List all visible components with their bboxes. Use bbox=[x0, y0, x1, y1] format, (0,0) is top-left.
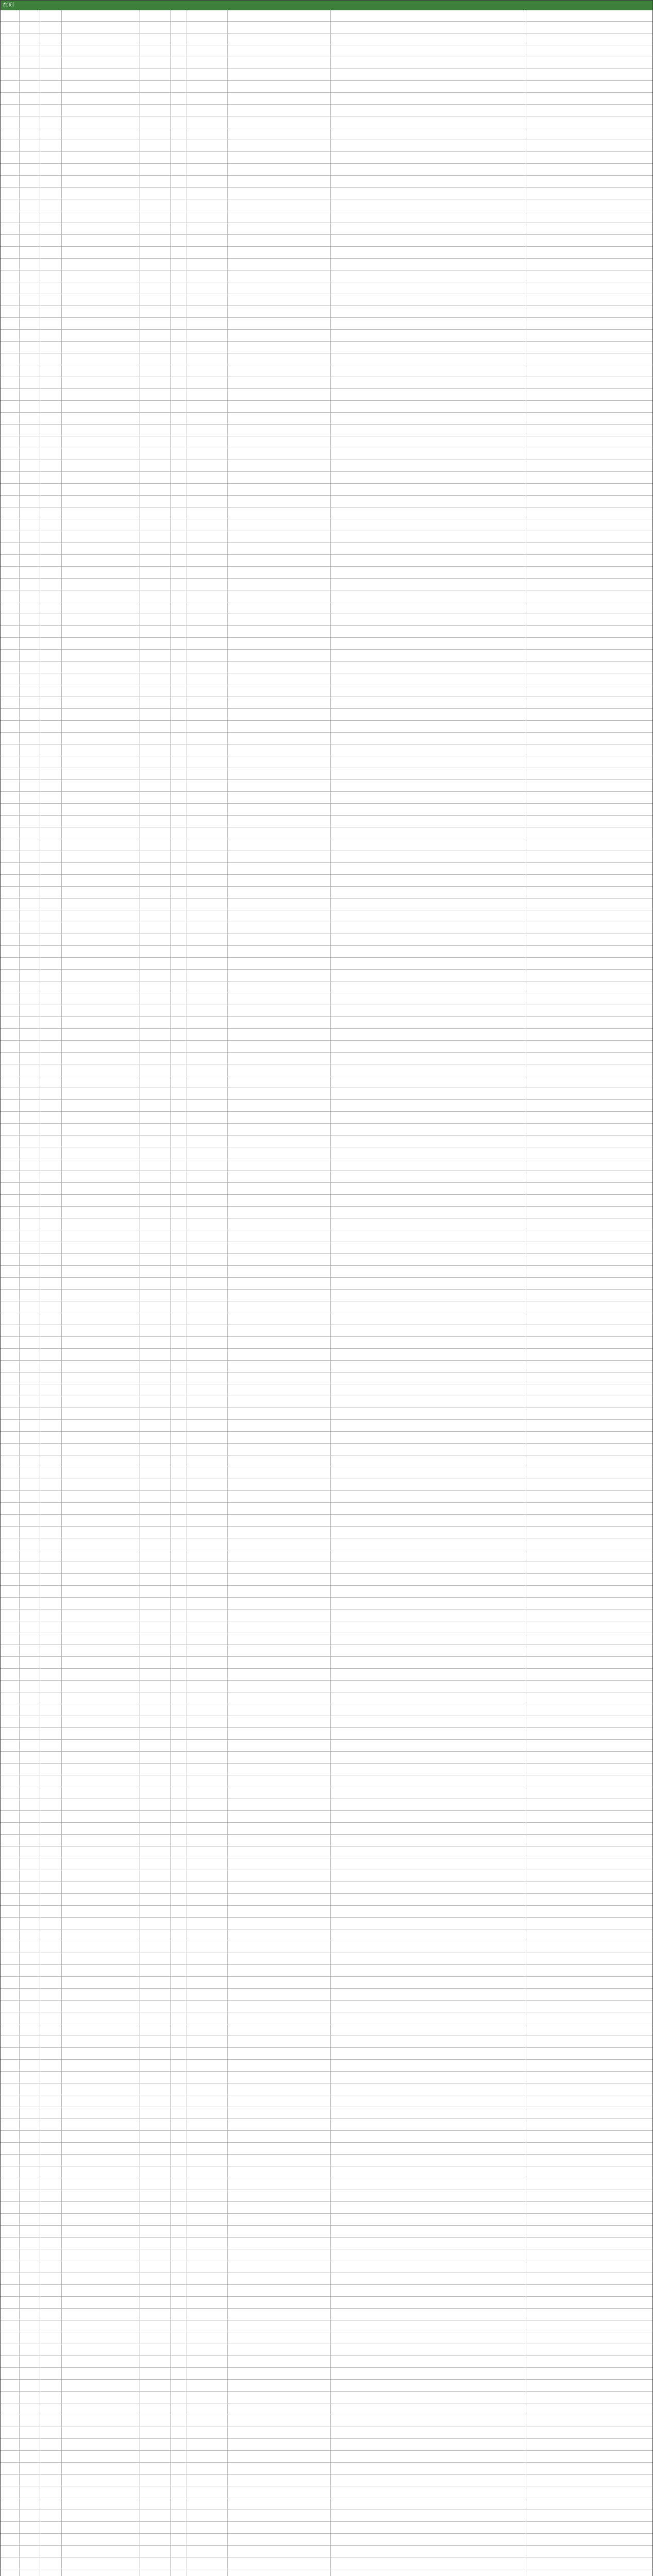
column-divider bbox=[61, 10, 62, 2576]
header-label: 在刻 bbox=[3, 2, 14, 8]
column-divider bbox=[170, 10, 171, 2576]
column-divider bbox=[330, 10, 331, 2576]
column-divider bbox=[19, 10, 20, 2576]
column-dividers bbox=[1, 10, 652, 2576]
table-header-bar bbox=[1, 1, 652, 10]
column-divider bbox=[227, 10, 228, 2576]
